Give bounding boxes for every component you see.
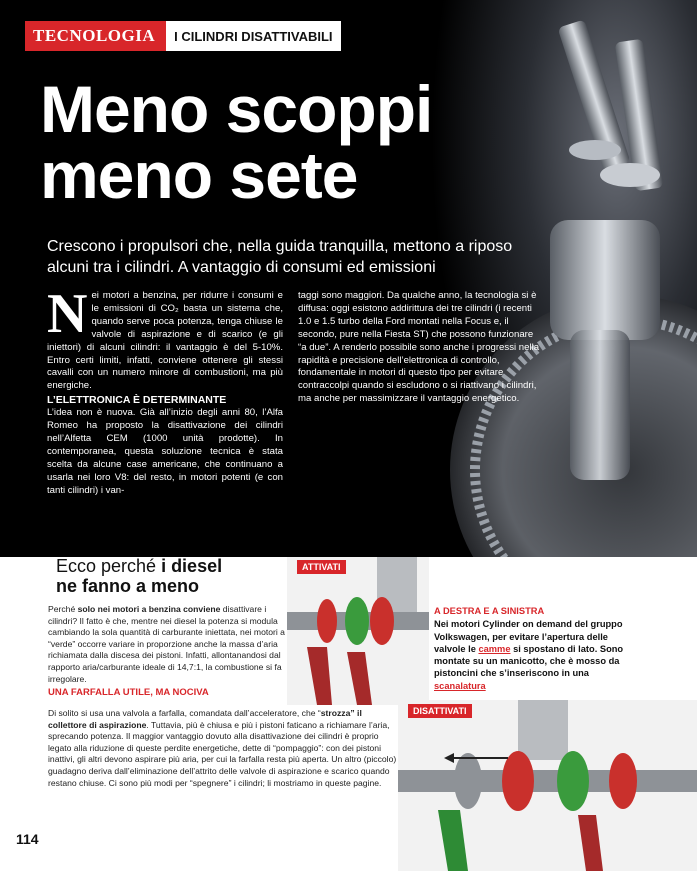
inactive-label: DISATTIVATI xyxy=(408,704,472,718)
box-intro: Perché solo nei motori a benzina conviene disattivare i cilindri? Il fatto è che, mentre nei diesel la potenza si modula cambiando la sola quantità di carburante iniettata, nei motori a “verde” occorre variare in proporzione anche la massa d’aria richiamata dalla discesa dei pistoni. Infatti, allontanandosi dal rapporto aria/carburante ideale di 14,7:1, la combustione si fa irregolare. UNA FARFALLA UTILE, MA NOCIVA xyxy=(48,604,291,699)
camshaft-active-illustration xyxy=(287,557,429,705)
headline-line-2: meno sete xyxy=(40,138,358,212)
article-column-2 xyxy=(298,290,544,406)
sidebar-text: A DESTRA E A SINISTRA Nei motori Cylinder on demand del gruppo Volkswagen, per evitare l’apertura delle valvole le camme si spostano di lato. Sono montate su un manicotto, che è mosso da pistoncini che s’inseriscono in una scanalatura xyxy=(434,605,639,692)
paragraph: L’idea non è nuova. Già all’inizio degli anni 80, l’Alfa Romeo ha proposto la disattivazione dei cilindri nell’Alfetta CEM (1000 unità prodotte). In contemporanea, questa soluzione tecnica è stata scelta da alcune case americane, che continuano a usarla nei loro V8: del resto, in motori potenti (e con tanti cilindri) i van- xyxy=(47,407,283,496)
topic-label: I CILINDRI DISATTIVABILI xyxy=(163,21,340,51)
camshaft-inactive-illustration xyxy=(398,700,697,871)
section-heading: L’ELETTRONICA È DETERMINANTE xyxy=(47,394,227,407)
drop-cap: N xyxy=(47,283,88,345)
paragraph: ei motori a benzina, per ridurre i consumi e le emissioni di CO₂ basta un sistema che, quando serve poca potenza, tenga chiuse le valvole di aspirazione e di scarico (e gli iniettori) di alcuni cilindri: il vantaggio è del 5-10%. Entro certi limiti, infatti, conviene ottenere gli stessi cavalli con un numero minore di combustioni, ma più energiche. xyxy=(47,290,283,392)
active-label: ATTIVATI xyxy=(297,560,346,574)
paragraph: taggi sono maggiori. Da qualche anno, la tecnologia si è diffusa: oggi esistono addirittura dei tre cilindri (i recenti 1.0 e 1.5 turbo della Ford montati nella Focus e, il secondo, pure nella Fiesta ST) che possono funzionare “a due”. A renderlo possibile sono anche i progressi nella rapidità e precisione dell’elettronica di controllo, fondamentale in motori di questo tipo per evitare contraccolpi quando si escludono o si riattivano i cilindri, ma anche per massimizzare il vantaggio energetico. xyxy=(298,290,540,405)
sidebar-heading: A DESTRA E A SINISTRA xyxy=(434,606,545,616)
page-number: 114 xyxy=(16,831,39,847)
camme-label: camme xyxy=(478,643,511,654)
box-heading: Ecco perché i diesel ne fanno a meno xyxy=(56,556,223,596)
engine-illustration xyxy=(420,0,697,557)
headline xyxy=(40,72,433,212)
box-body: Di solito si usa una valvola a farfalla, comandata dall’acceleratore, che “strozza” il collettore di aspirazione. Tuttavia, più è chiusa e più i pistoni faticano a richiamare l’aria, sprecando potenza. Il maggior vantaggio dovuto alla disattivazione dei cilindri è proprio legato alla riduzione di queste perdite energetiche, dette di “pompaggio”: con dei pistoni inattivi, gli altri devono aspirare più aria, per cui la farfalla resta più aperta. Un altro (piccolo) guadagno deriva dall’eliminazione dell’attrito delle valvole di aspirazione e scarico quando restano chiuse. Ci sono più modi per “spegnere” i cilindri; li mostriamo in queste pagine. xyxy=(48,708,397,788)
section-label: TECNOLOGIA xyxy=(25,21,163,51)
scanalatura-label: scanalatura xyxy=(434,680,486,691)
article-column-1 xyxy=(47,283,283,498)
headline-line-1: Meno scoppi xyxy=(40,72,433,146)
box-subheading: UNA FARFALLA UTILE, MA NOCIVA xyxy=(48,687,209,699)
section-tag xyxy=(25,21,341,51)
standfirst: Crescono i propulsori che, nella guida tranquilla, mettono a riposo alcuni tra i cilindri. A vantaggio di consumi ed emissioni xyxy=(47,238,513,276)
